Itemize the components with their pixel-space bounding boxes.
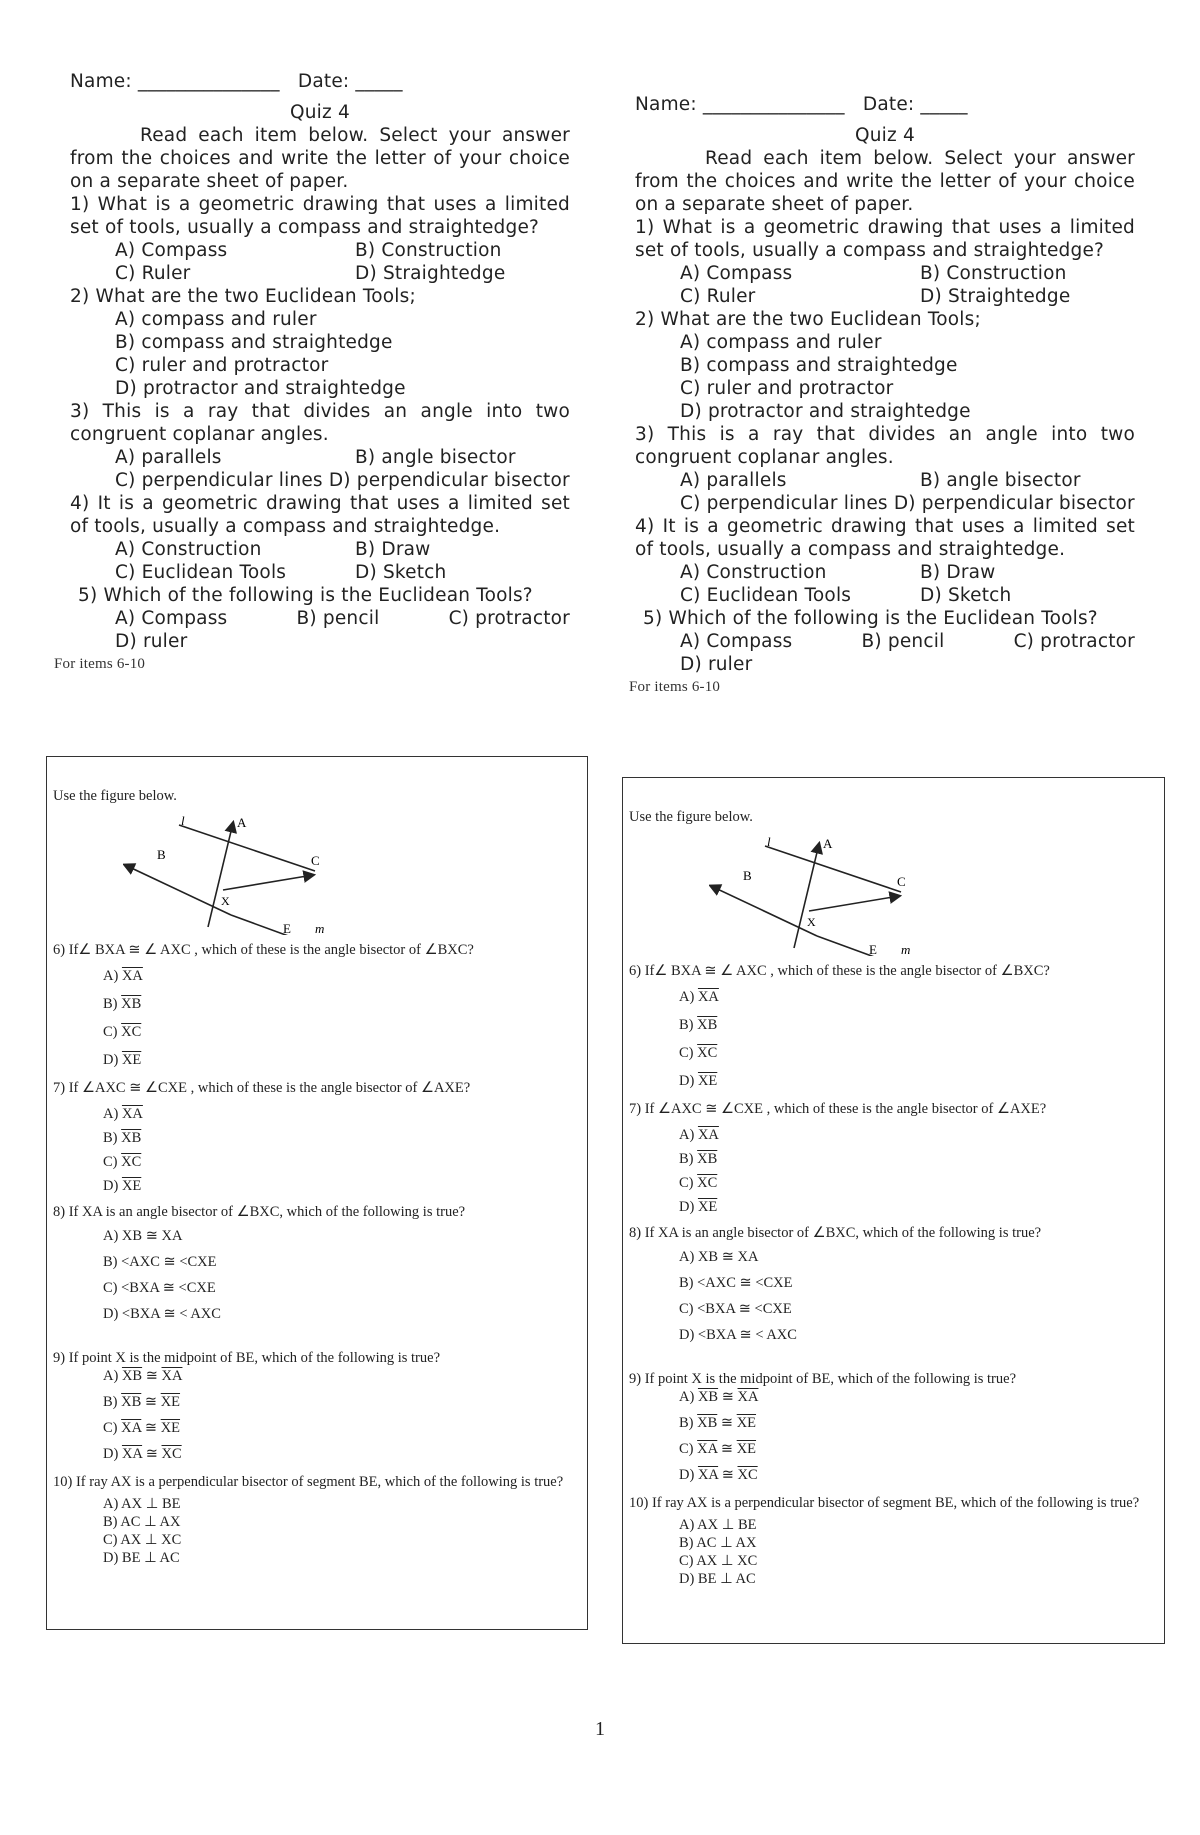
items-label: For items 6-10 [54,656,146,672]
name-date-line: Name: _______________ Date: _____ [70,71,403,92]
option: A) $\overline{XA}$ [103,968,143,984]
option: C) $\overline{XA}$ ≅ $\overline{XE}$ [103,1420,181,1436]
q5-options-row1 [70,607,570,630]
question-4: 4) It is a geometric drawing that uses a limited set of tools, usually a compass and straightedge. [635,516,1135,560]
ray: $\overline{XE}$ [697,1199,718,1215]
q4-options-row1 [70,538,570,561]
question-8: 8) If XA is an angle bisector of ∠BXC, which of the following is true? [53,1204,466,1220]
ray: $\overline{XC}$ [697,1175,718,1191]
name-date-line: Name: _______________ Date: _____ [635,94,968,115]
option: C) Ruler [115,263,191,284]
option: A) Compass [115,240,228,261]
option: C) <BXA ≅ <CXE [679,1301,792,1317]
figure-label: Use the figure below. [53,788,177,804]
option: B) angle bisector [355,447,516,468]
ray: $\overline{XA}$ [121,1106,143,1122]
instructions: Read each item below. Select your answer from the choices and write the letter of your choice on a separate sheet of paper. [635,148,1135,215]
option: B) compass and straightedge [115,332,393,353]
line-m-left [711,886,817,936]
label-c: C [311,853,320,868]
label-b: B [157,847,166,862]
question-5: 5) Which of the following is the Euclidean Tools? [643,608,1098,629]
option: C) protractor [448,608,570,629]
option: A) XB ≅ XA [103,1228,183,1244]
q1-options-row2 [70,262,570,285]
question-3: 3) This is a ray that divides an angle into two congruent coplanar angles. [70,401,570,445]
option: C) Ruler [680,286,756,307]
items-label: For items 6-10 [629,679,721,695]
figure-box-left [46,756,588,1630]
option: A) $\overline{XA}$ [103,1106,143,1122]
quiz-title: Quiz 4 [290,102,350,123]
option: C) <BXA ≅ <CXE [103,1280,216,1296]
option: D) Straightedge [355,263,506,284]
option: A) AX ⊥ BE [679,1517,757,1533]
option: C) ruler and protractor [115,355,329,376]
option: C) AX ⊥ XC [103,1532,182,1548]
ray: $\overline{XB}$ [697,1151,718,1167]
label-a: A [237,815,247,830]
option: C) Euclidean Tools [115,562,287,583]
question-2: 2) What are the two Euclidean Tools; [635,309,981,330]
option: D) $\overline{XE}$ [103,1052,142,1068]
option: B) $\overline{XB}$ [103,996,142,1012]
label-m: m [315,921,325,935]
option: C) $\overline{XC}$ [679,1175,718,1191]
option: C) AX ⊥ XC [679,1553,758,1569]
option: C) ruler and protractor [680,378,894,399]
option: D) <BXA ≅ < AXC [679,1327,797,1343]
line-m-right [817,936,899,956]
label-b: B [743,868,752,883]
option: D) Straightedge [920,286,1071,307]
option: B) pencil [861,631,945,652]
label-e: E [283,921,291,935]
option: B) $\overline{XB}$ ≅ $\overline{XE}$ [103,1394,181,1410]
option: A) parallels [680,470,787,491]
geometry-figure [709,826,929,956]
page-number: 1 [595,1718,605,1740]
label-e: E [869,942,877,956]
ray-xc [809,896,899,911]
option: D) protractor and straightedge [115,378,406,399]
figure-label: Use the figure below. [629,809,753,825]
option: B) Construction [920,263,1067,284]
question-4: 4) It is a geometric drawing that uses a limited set of tools, usually a compass and straightedge. [70,493,570,537]
question-9: 9) If point X is the midpoint of BE, which of the following is true? [53,1350,441,1366]
ray: $\overline{XB}$ [121,996,142,1012]
q4-options-row1 [635,561,1135,584]
option: B) Construction [355,240,502,261]
question-3: 3) This is a ray that divides an angle into two congruent coplanar angles. [635,424,1135,468]
option: A) AX ⊥ BE [103,1496,181,1512]
option: A) Construction [680,562,827,583]
option: A) Compass [680,631,793,652]
question-1: 1) What is a geometric drawing that uses a limited set of tools, usually a compass and straightedge? [70,194,570,238]
ray: $\overline{XE}$ [697,1073,718,1089]
option: D) $\overline{XA}$ ≅ $\overline{XC}$ [679,1467,758,1483]
ray: $\overline{XE}$ [121,1052,142,1068]
ray: $\overline{XC}$ [121,1024,142,1040]
option: D) <BXA ≅ < AXC [103,1306,221,1322]
instructions: Read each item below. Select your answer from the choices and write the letter of your choice on a separate sheet of paper. [70,125,570,192]
option: B) $\overline{XB}$ [679,1017,718,1033]
ray-xc [223,875,313,890]
option: B) Draw [355,539,431,560]
question-6: 6) If∠ BXA ≅ ∠ AXC , which of these is the angle bisector of ∠BXC? [53,942,474,958]
option: B) $\overline{XB}$ ≅ $\overline{XE}$ [679,1415,757,1431]
q4-options-row2 [70,561,570,584]
option: B) $\overline{XB}$ [679,1151,718,1167]
quiz-copy-left [54,70,570,676]
option: B) Draw [920,562,996,583]
ray: $\overline{XB}$ [697,1017,718,1033]
option: D) $\overline{XE}$ [679,1073,718,1089]
option: A) Compass [115,608,228,629]
line-m-left [125,865,231,915]
option: C) $\overline{XC}$ [679,1045,718,1061]
option: A) $\overline{XB}$ ≅ $\overline{XA}$ [679,1389,759,1405]
ray: $\overline{XB}$ [121,1130,142,1146]
option: D) Sketch [355,562,447,583]
option: C) protractor [1013,631,1135,652]
question-9: 9) If point X is the midpoint of BE, which of the following is true? [629,1371,1017,1387]
option: D) ruler [115,631,188,652]
option: C) perpendicular lines D) perpendicular bisector [680,493,1135,514]
question-7: 7) If ∠AXC ≅ ∠CXE , which of these is the angle bisector of ∠AXE? [629,1101,1047,1117]
option: A) Construction [115,539,262,560]
option: C) Euclidean Tools [680,585,852,606]
q5-options-row1 [635,630,1135,653]
q1-options-row2 [635,285,1135,308]
option: B) pencil [296,608,380,629]
option: C) $\overline{XC}$ [103,1024,142,1040]
label-l: l [181,813,185,828]
option: C) perpendicular lines D) perpendicular bisector [115,470,570,491]
label-l: l [767,834,771,849]
option: B) compass and straightedge [680,355,958,376]
option: A) $\overline{XA}$ [679,989,719,1005]
question-7: 7) If ∠AXC ≅ ∠CXE , which of these is the angle bisector of ∠AXE? [53,1080,471,1096]
label-a: A [823,836,833,851]
ray: $\overline{XA}$ [121,968,143,984]
option: A) $\overline{XB}$ ≅ $\overline{XA}$ [103,1368,183,1384]
figure-box-right [622,777,1165,1644]
line-through-c [179,825,315,871]
label-m: m [901,942,911,956]
label-x: X [221,894,230,908]
line-m-right [231,915,313,935]
option: D) BE ⊥ AC [103,1550,180,1566]
question-6: 6) If∠ BXA ≅ ∠ AXC , which of these is the angle bisector of ∠BXC? [629,963,1050,979]
option: B) AC ⊥ AX [679,1535,757,1551]
option: A) parallels [115,447,222,468]
option: A) XB ≅ XA [679,1249,759,1265]
option: D) $\overline{XE}$ [103,1178,142,1194]
option: C) $\overline{XC}$ [103,1154,142,1170]
q4-options-row2 [635,584,1135,607]
question-1: 1) What is a geometric drawing that uses a limited set of tools, usually a compass and straightedge? [635,217,1135,261]
option: A) compass and ruler [680,332,882,353]
ray: $\overline{XA}$ [697,1127,719,1143]
geometry-figure [123,805,343,935]
ray: $\overline{XC}$ [121,1154,142,1170]
question-10: 10) If ray AX is a perpendicular bisector of segment BE, which of the following is true? [629,1495,1140,1511]
line-through-c [765,846,901,892]
label-x: X [807,915,816,929]
q1-options-row1 [70,239,570,262]
option: D) $\overline{XE}$ [679,1199,718,1215]
option: B) AC ⊥ AX [103,1514,181,1530]
option: A) compass and ruler [115,309,317,330]
q1-options-row1 [635,262,1135,285]
label-c: C [897,874,906,889]
option: B) <AXC ≅ <CXE [103,1254,217,1270]
quiz-copy-right [629,93,1135,699]
option: B) <AXC ≅ <CXE [679,1275,793,1291]
question-2: 2) What are the two Euclidean Tools; [70,286,416,307]
option: D) Sketch [920,585,1012,606]
option: A) $\overline{XA}$ [679,1127,719,1143]
option: C) $\overline{XA}$ ≅ $\overline{XE}$ [679,1441,757,1457]
q3-options-row1 [635,469,1135,492]
ray: $\overline{XE}$ [121,1178,142,1194]
quiz-title: Quiz 4 [855,125,915,146]
option: D) ruler [680,654,753,675]
question-10: 10) If ray AX is a perpendicular bisector of segment BE, which of the following is true? [53,1474,564,1490]
ray: $\overline{XA}$ [697,989,719,1005]
option: A) Compass [680,263,793,284]
option: D) $\overline{XA}$ ≅ $\overline{XC}$ [103,1446,182,1462]
q3-options-row1 [70,446,570,469]
option: D) BE ⊥ AC [679,1571,756,1587]
question-5: 5) Which of the following is the Euclidean Tools? [78,585,533,606]
option: B) $\overline{XB}$ [103,1130,142,1146]
ray: $\overline{XC}$ [697,1045,718,1061]
question-8: 8) If XA is an angle bisector of ∠BXC, which of the following is true? [629,1225,1042,1241]
option: B) angle bisector [920,470,1081,491]
option: D) protractor and straightedge [680,401,971,422]
